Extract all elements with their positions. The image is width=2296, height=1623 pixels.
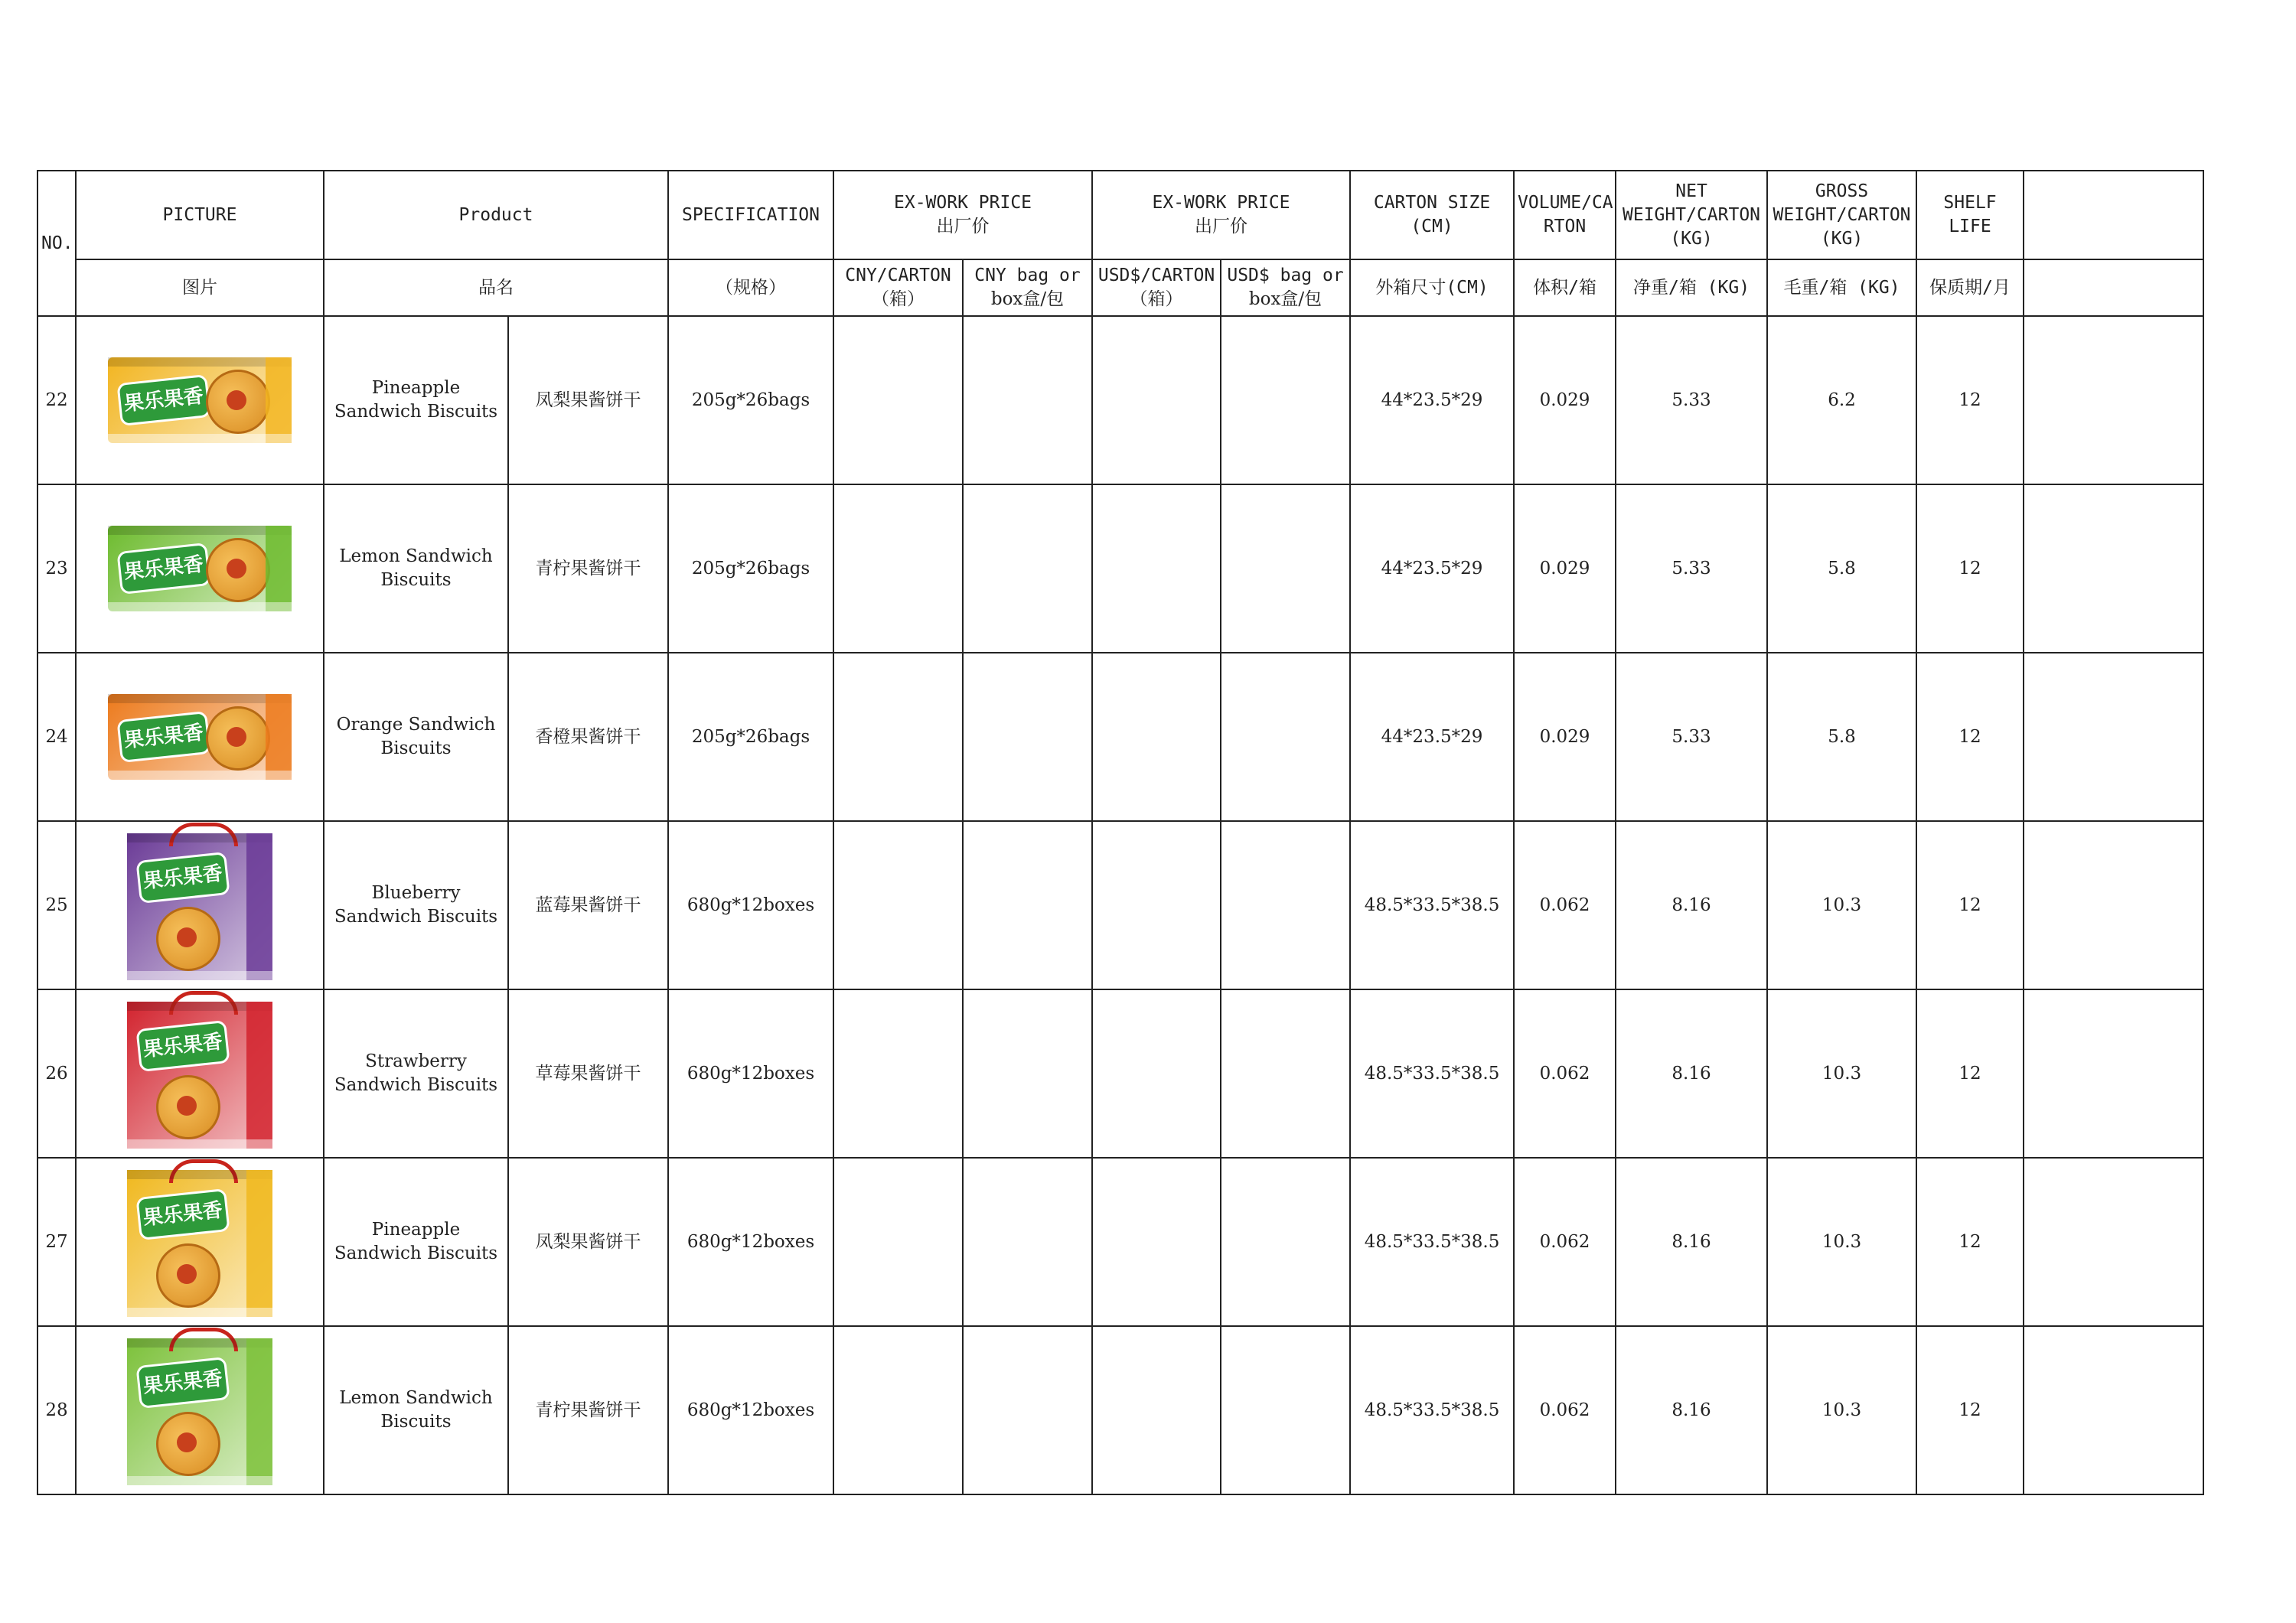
cny-bag-price xyxy=(963,653,1092,821)
net-title-c: (KG) xyxy=(1670,228,1713,249)
col-gross-weight-header-cn: 毛重/箱 (KG) xyxy=(1767,259,1916,316)
product-name-cn: 草莓果酱饼干 xyxy=(508,989,668,1158)
product-name-cn: 香橙果酱饼干 xyxy=(508,653,668,821)
volume: 0.062 xyxy=(1514,989,1616,1158)
cookie-graphic xyxy=(156,1243,220,1308)
product-picture-cell xyxy=(76,989,324,1158)
usd-carton-title-cn: （箱） xyxy=(1130,289,1183,309)
product-name-cn: 蓝莓果酱饼干 xyxy=(508,821,668,989)
price-list-table xyxy=(37,170,2204,1495)
product-name-en xyxy=(324,1158,508,1326)
table-row xyxy=(38,821,2203,989)
col-cny-carton-header xyxy=(833,259,963,316)
exw-cny-title-cn: 出厂价 xyxy=(936,217,990,236)
carton-size-unit: (CM) xyxy=(1411,217,1453,236)
blank-cell xyxy=(2024,316,2203,484)
net-weight: 5.33 xyxy=(1616,484,1767,653)
pack-bottom-band xyxy=(127,971,272,980)
col-shelf-life-header-cn: 保质期/月 xyxy=(1916,259,2024,316)
product-name-en xyxy=(324,1326,508,1494)
col-carton-size-header-cn: 外箱尺寸(CM) xyxy=(1350,259,1514,316)
blank-cell xyxy=(2024,1158,2203,1326)
table-row xyxy=(38,1158,2203,1326)
col-picture-header: PICTURE xyxy=(76,171,324,259)
usd-carton-price xyxy=(1092,989,1221,1158)
product-name-en-line2: Sandwich Biscuits xyxy=(334,1243,498,1263)
col-usd-carton-header xyxy=(1092,259,1221,316)
pack-side-panel xyxy=(246,1170,272,1317)
product-name-en-line2: Sandwich Biscuits xyxy=(334,907,498,927)
product-package-image xyxy=(127,1002,272,1149)
usd-carton-price xyxy=(1092,1158,1221,1326)
gross-weight: 10.3 xyxy=(1767,1326,1916,1494)
usd-carton-price xyxy=(1092,1326,1221,1494)
exw-usd-title-cn: 出厂价 xyxy=(1195,217,1248,236)
usd-carton-price xyxy=(1092,484,1221,653)
cny-bag-title-cn: box盒/包 xyxy=(990,289,1065,309)
carton-size-title: CARTON SIZE xyxy=(1373,193,1491,213)
row-no: 25 xyxy=(38,821,76,989)
table-row xyxy=(38,1326,2203,1494)
shelf-life: 12 xyxy=(1916,316,2024,484)
pack-bottom-band xyxy=(108,434,292,443)
volume: 0.062 xyxy=(1514,821,1616,989)
net-title-a: NET xyxy=(1675,181,1707,201)
table-row xyxy=(38,316,2203,484)
shelf-life: 12 xyxy=(1916,821,2024,989)
cny-bag-price xyxy=(963,989,1092,1158)
pack-side-panel xyxy=(246,1338,272,1485)
table-row xyxy=(38,484,2203,653)
net-weight: 5.33 xyxy=(1616,316,1767,484)
carton-size: 48.5*33.5*38.5 xyxy=(1350,1326,1514,1494)
usd-carton-price xyxy=(1092,316,1221,484)
col-product-header: Product xyxy=(324,171,668,259)
specification: 680g*12boxes xyxy=(668,1326,833,1494)
net-weight: 8.16 xyxy=(1616,1326,1767,1494)
cny-carton-price xyxy=(833,316,963,484)
product-picture-cell xyxy=(76,821,324,989)
usd-bag-price xyxy=(1221,484,1350,653)
cny-carton-price xyxy=(833,821,963,989)
specification: 680g*12boxes xyxy=(668,989,833,1158)
col-net-weight-header-cn: 净重/箱 (KG) xyxy=(1616,259,1767,316)
product-picture-cell xyxy=(76,653,324,821)
cny-bag-title: CNY bag or xyxy=(974,266,1081,285)
pack-bottom-band xyxy=(108,602,292,611)
cny-carton-price xyxy=(833,1326,963,1494)
row-no: 27 xyxy=(38,1158,76,1326)
volume-title-a: VOLUME/CA xyxy=(1518,193,1613,213)
product-name-en xyxy=(324,316,508,484)
col-blank-header xyxy=(2024,171,2203,259)
product-name-en xyxy=(324,653,508,821)
product-name-en-line1: Orange Sandwich xyxy=(336,715,496,735)
product-name-en-line1: Blueberry xyxy=(371,883,461,903)
cny-carton-title-cn: （箱） xyxy=(872,289,925,309)
cookie-graphic xyxy=(206,370,270,434)
volume: 0.062 xyxy=(1514,1326,1616,1494)
header-row-en xyxy=(38,171,2203,259)
pack-top-band xyxy=(108,694,292,703)
shelf-life: 12 xyxy=(1916,989,2024,1158)
col-blank-header-cn xyxy=(2024,259,2203,316)
product-name-en-line2: Biscuits xyxy=(380,738,452,758)
gross-weight: 10.3 xyxy=(1767,989,1916,1158)
usd-bag-price xyxy=(1221,1158,1350,1326)
gross-weight: 5.8 xyxy=(1767,653,1916,821)
pack-bottom-band xyxy=(127,1476,272,1485)
product-name-en xyxy=(324,821,508,989)
carton-size: 48.5*33.5*38.5 xyxy=(1350,1158,1514,1326)
shelf-title-a: SHELF xyxy=(1943,193,1997,213)
usd-bag-price xyxy=(1221,1326,1350,1494)
cny-bag-price xyxy=(963,1326,1092,1494)
pack-side-panel xyxy=(246,1002,272,1149)
cookie-graphic xyxy=(206,706,270,771)
col-volume-header-cn: 体积/箱 xyxy=(1514,259,1616,316)
row-no: 24 xyxy=(38,653,76,821)
blank-cell xyxy=(2024,653,2203,821)
row-no: 22 xyxy=(38,316,76,484)
product-name-cn: 青柠果酱饼干 xyxy=(508,1326,668,1494)
product-name-en-line2: Biscuits xyxy=(380,1412,452,1432)
brand-logo: 果乐果香 xyxy=(135,1188,230,1240)
col-usd-bag-header xyxy=(1221,259,1350,316)
brand-logo: 果乐果香 xyxy=(135,1020,230,1072)
cookie-graphic xyxy=(206,538,270,602)
pack-side-panel xyxy=(266,357,292,443)
col-shelf-life-header xyxy=(1916,171,2024,259)
pack-top-band xyxy=(108,526,292,535)
cny-carton-price xyxy=(833,484,963,653)
col-cny-bag-header xyxy=(963,259,1092,316)
col-exw-usd-header xyxy=(1092,171,1350,259)
usd-bag-price xyxy=(1221,653,1350,821)
col-exw-cny-header xyxy=(833,171,1092,259)
col-net-weight-header xyxy=(1616,171,1767,259)
shelf-life: 12 xyxy=(1916,1158,2024,1326)
volume: 0.062 xyxy=(1514,1158,1616,1326)
gross-title-b: WEIGHT/CARTON xyxy=(1773,204,1911,225)
blank-cell xyxy=(2024,484,2203,653)
blank-cell xyxy=(2024,821,2203,989)
usd-carton-price xyxy=(1092,653,1221,821)
carton-size: 44*23.5*29 xyxy=(1350,653,1514,821)
brand-logo: 果乐果香 xyxy=(135,1357,230,1409)
pack-side-panel xyxy=(266,694,292,780)
cookie-graphic xyxy=(156,1412,220,1476)
volume: 0.029 xyxy=(1514,484,1616,653)
col-spec-header-cn: （规格） xyxy=(668,259,833,316)
product-package-image xyxy=(108,357,292,443)
usd-bag-price xyxy=(1221,316,1350,484)
product-picture-cell xyxy=(76,484,324,653)
gross-title-c: (KG) xyxy=(1820,228,1864,249)
product-package-image xyxy=(108,526,292,611)
col-product-header-cn: 品名 xyxy=(324,259,668,316)
usd-carton-price xyxy=(1092,821,1221,989)
specification: 205g*26bags xyxy=(668,316,833,484)
product-name-en-line1: Strawberry xyxy=(365,1051,467,1071)
carton-size: 48.5*33.5*38.5 xyxy=(1350,821,1514,989)
row-no: 26 xyxy=(38,989,76,1158)
col-picture-header-cn: 图片 xyxy=(76,259,324,316)
exw-usd-title: EX-WORK PRICE xyxy=(1152,193,1290,213)
product-picture-cell xyxy=(76,1326,324,1494)
product-picture-cell xyxy=(76,316,324,484)
specification: 205g*26bags xyxy=(668,484,833,653)
brand-logo: 果乐果香 xyxy=(116,711,210,763)
product-name-en-line2: Sandwich Biscuits xyxy=(334,402,498,422)
volume-title-b: RTON xyxy=(1543,217,1587,236)
product-name-en-line2: Biscuits xyxy=(380,570,452,590)
pack-side-panel xyxy=(266,526,292,611)
cny-bag-price xyxy=(963,484,1092,653)
product-package-image xyxy=(127,833,272,980)
row-no: 23 xyxy=(38,484,76,653)
table-row xyxy=(38,989,2203,1158)
header-row-cn xyxy=(38,259,2203,316)
cny-carton-price xyxy=(833,653,963,821)
exw-cny-title: EX-WORK PRICE xyxy=(894,193,1032,213)
usd-bag-title-cn: box盒/包 xyxy=(1248,289,1322,309)
pack-bottom-band xyxy=(108,771,292,780)
product-name-en xyxy=(324,484,508,653)
product-package-image xyxy=(108,694,292,780)
product-rows xyxy=(38,316,2203,1494)
specification: 680g*12boxes xyxy=(668,1158,833,1326)
row-no: 28 xyxy=(38,1326,76,1494)
product-package-image xyxy=(127,1338,272,1485)
shelf-life: 12 xyxy=(1916,484,2024,653)
usd-bag-price xyxy=(1221,821,1350,989)
volume: 0.029 xyxy=(1514,653,1616,821)
product-name-en-line1: Lemon Sandwich xyxy=(339,1388,493,1408)
gross-weight: 10.3 xyxy=(1767,1158,1916,1326)
product-package-image xyxy=(127,1170,272,1317)
gross-weight: 6.2 xyxy=(1767,316,1916,484)
net-weight: 5.33 xyxy=(1616,653,1767,821)
blank-cell xyxy=(2024,1326,2203,1494)
brand-logo: 果乐果香 xyxy=(116,374,210,426)
pack-side-panel xyxy=(246,833,272,980)
product-name-en-line2: Sandwich Biscuits xyxy=(334,1075,498,1095)
col-gross-weight-header xyxy=(1767,171,1916,259)
carton-size: 48.5*33.5*38.5 xyxy=(1350,989,1514,1158)
cny-carton-price xyxy=(833,1158,963,1326)
product-name-cn: 凤梨果酱饼干 xyxy=(508,316,668,484)
gross-weight: 5.8 xyxy=(1767,484,1916,653)
product-name-cn: 凤梨果酱饼干 xyxy=(508,1158,668,1326)
usd-bag-title: USD$ bag or xyxy=(1227,266,1344,285)
gross-weight: 10.3 xyxy=(1767,821,1916,989)
specification: 680g*12boxes xyxy=(668,821,833,989)
carton-size: 44*23.5*29 xyxy=(1350,484,1514,653)
cookie-graphic xyxy=(156,1075,220,1139)
product-picture-cell xyxy=(76,1158,324,1326)
cny-bag-price xyxy=(963,821,1092,989)
cny-bag-price xyxy=(963,1158,1092,1326)
usd-carton-title: USD$/CARTON xyxy=(1097,266,1215,285)
col-volume-header xyxy=(1514,171,1616,259)
col-carton-size-header xyxy=(1350,171,1514,259)
product-name-en-line1: Pineapple xyxy=(371,378,461,398)
cny-carton-price xyxy=(833,989,963,1158)
product-name-en-line1: Pineapple xyxy=(371,1220,461,1240)
net-weight: 8.16 xyxy=(1616,821,1767,989)
blank-cell xyxy=(2024,989,2203,1158)
net-weight: 8.16 xyxy=(1616,989,1767,1158)
shelf-life: 12 xyxy=(1916,653,2024,821)
pack-top-band xyxy=(108,357,292,367)
col-spec-header: SPECIFICATION xyxy=(668,171,833,259)
cookie-graphic xyxy=(156,907,220,971)
shelf-life: 12 xyxy=(1916,1326,2024,1494)
net-weight: 8.16 xyxy=(1616,1158,1767,1326)
usd-bag-price xyxy=(1221,989,1350,1158)
pack-bottom-band xyxy=(127,1139,272,1149)
brand-logo: 果乐果香 xyxy=(116,543,210,595)
shelf-title-b: LIFE xyxy=(1949,217,1991,236)
product-name-en xyxy=(324,989,508,1158)
col-no-header: NO. xyxy=(38,171,76,316)
product-name-cn: 青柠果酱饼干 xyxy=(508,484,668,653)
net-title-b: WEIGHT/CARTON xyxy=(1623,204,1761,225)
gross-title-a: GROSS xyxy=(1815,181,1869,201)
volume: 0.029 xyxy=(1514,316,1616,484)
cny-carton-title: CNY/CARTON xyxy=(845,266,951,285)
pack-bottom-band xyxy=(127,1308,272,1317)
cny-bag-price xyxy=(963,316,1092,484)
brand-logo: 果乐果香 xyxy=(135,852,230,904)
specification: 205g*26bags xyxy=(668,653,833,821)
carton-size: 44*23.5*29 xyxy=(1350,316,1514,484)
product-name-en-line1: Lemon Sandwich xyxy=(339,546,493,566)
table-row xyxy=(38,653,2203,821)
